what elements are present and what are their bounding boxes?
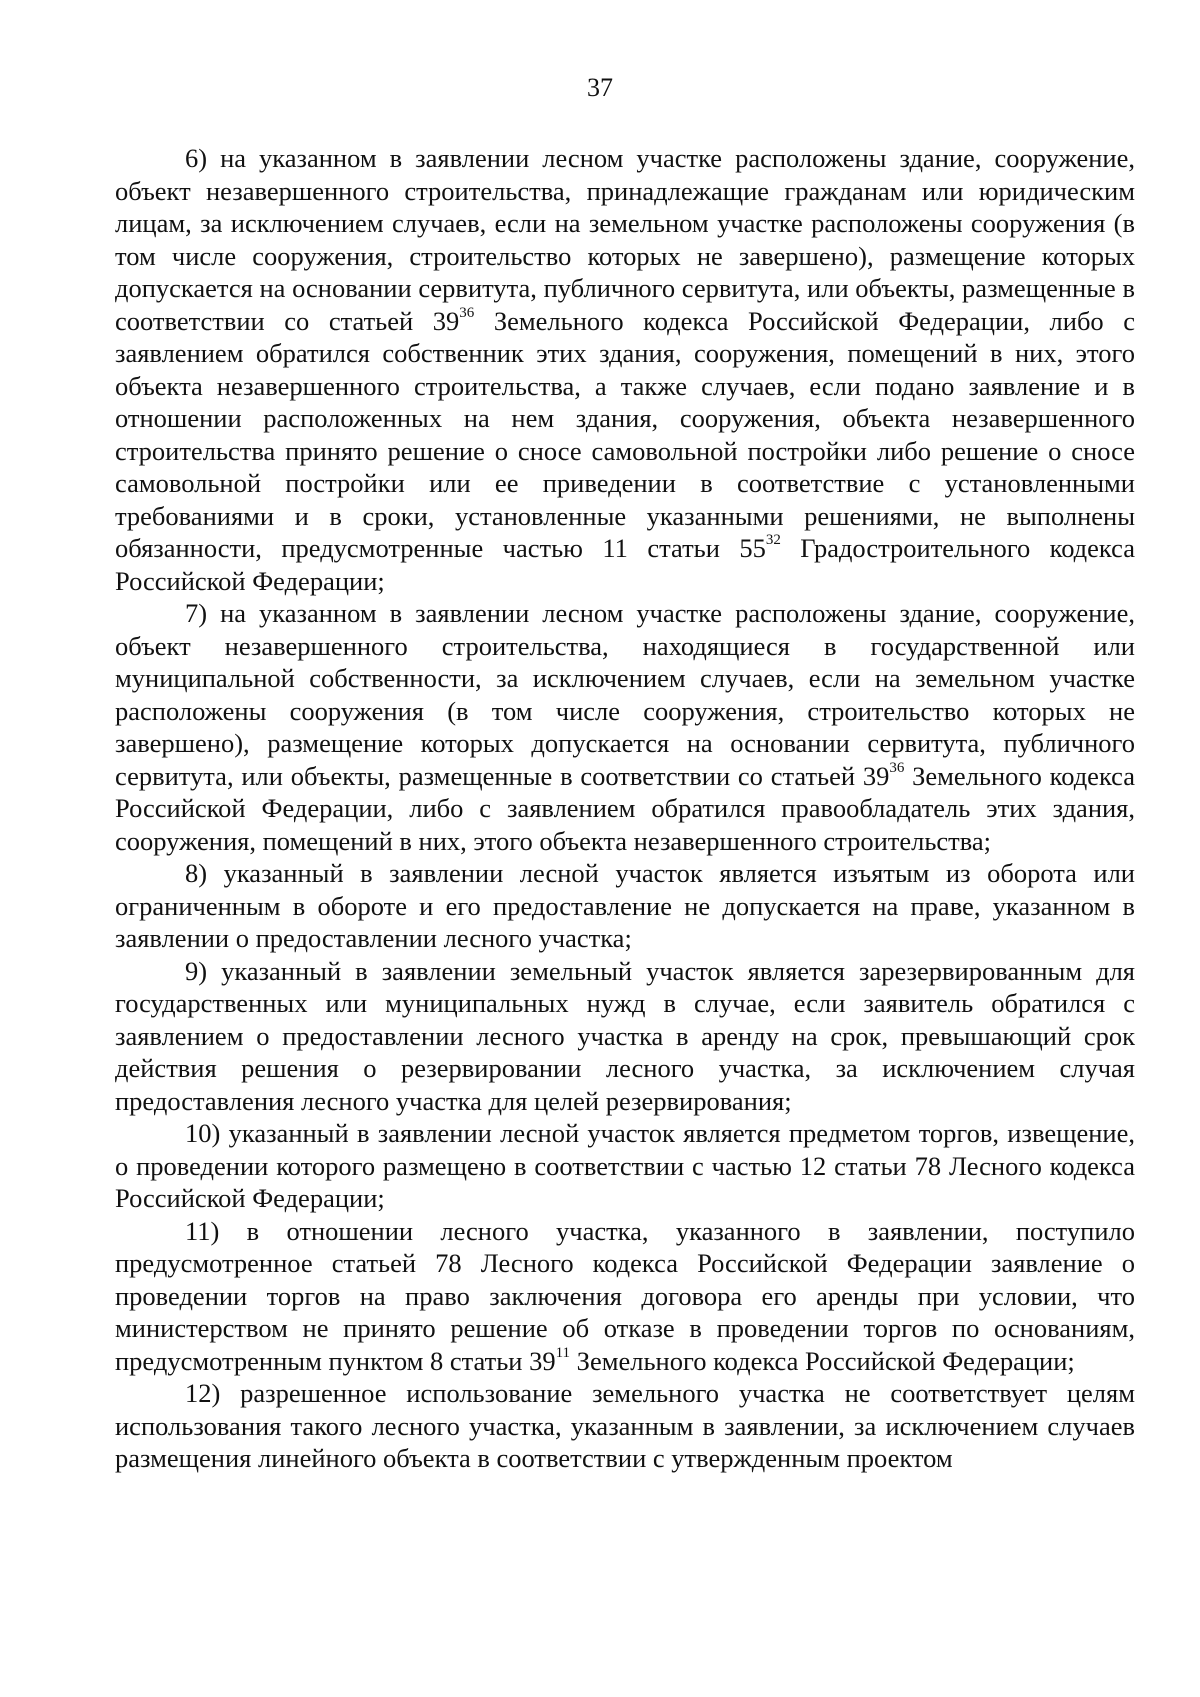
paragraph-text: 9) указанный в заявлении земельный участок является зарезервированным для государственных или муниципальных нужд в случае, если заявитель обратился с заявлением о предоставлении лесного участка в аренду на срок, превышающий срок действия решения о резервировании лесного участка, за исключением случая предоставления лесного участка для целей резервирования;: [115, 955, 1135, 1116]
paragraph-item-11: [115, 1215, 1135, 1378]
paragraph-text: 11) в отношении лесного участка, указанного в заявлении, поступило предусмотренное статьей 78 Лесного кодекса Российской Федерации заявление о проведении торгов на право заключения договора его аренды при условии, что министерством не принято решение об отказе в проведении торгов по основаниям, предусмотренным пунктом 8 статьи 39: [115, 1215, 1135, 1376]
page-number: 37: [587, 73, 613, 102]
superscript-article-number: 32: [765, 532, 781, 549]
paragraph-item-8: [115, 857, 1135, 955]
paragraph-text: Земельного кодекса Российской Федерации;: [570, 1345, 1075, 1376]
paragraph-item-6: [115, 142, 1135, 597]
paragraph-item-12: [115, 1377, 1135, 1475]
paragraph-item-9: [115, 955, 1135, 1118]
paragraph-text: 12) разрешенное использование земельного участка не соответствует целям использования такого лесного участка, указанным в заявлении, за исключением случаев размещения линейного объекта в соответствии с утвержденным проектом: [115, 1378, 1135, 1473]
superscript-article-number: 36: [889, 759, 905, 776]
paragraph-item-10: [115, 1117, 1135, 1215]
paragraph-text: 6) на указанном в заявлении лесном участке расположены здание, сооружение, объект незавершенного строительства, принадлежащие гражданам или юридическим лицам, за исключением случаев, если на земельном участке расположены сооружения (в том числе сооружения, строительство которых не завершено), размещение которых допускается на основании сервитута, публичного сервитута, или объекты, размещенные в соответствии со статьей 39: [115, 143, 1135, 336]
superscript-article-number: 36: [459, 304, 475, 321]
paragraph-text: 7) на указанном в заявлении лесном участке расположены здание, сооружение, объект незавершенного строительства, находящиеся в государственной или муниципальной собственности, за исключением случаев, если на земельном участке расположены сооружения (в том числе сооружения, строительство которых не завершено), размещение которых допускается на основании сервитута, публичного сервитута, или объекты, размещенные в соответствии со статьей 39: [115, 598, 1135, 791]
paragraph-text: 10) указанный в заявлении лесной участок является предметом торгов, извещение, о проведении которого размещено в соответствии с частью 12 статьи 78 Лесного кодекса Российской Федерации;: [115, 1118, 1135, 1213]
document-body: [115, 142, 1135, 1475]
paragraph-text: Градостроительного кодекса Российской Федерации;: [115, 533, 1135, 596]
paragraph-text: 8) указанный в заявлении лесной участок является изъятым из оборота или ограниченным в обороте и его предоставление не допускается на праве, указанном в заявлении о предоставлении лесного участка;: [115, 858, 1135, 953]
paragraph-item-7: [115, 597, 1135, 857]
paragraph-text: Земельного кодекса Российской Федерации, либо с заявлением обратился правообладатель этих здания, сооружения, помещений в них, этого объекта незавершенного строительства;: [115, 760, 1136, 856]
paragraph-text: Земельного кодекса Российской Федерации, либо с заявлением обратился собственник этих здания, сооружения, помещений в них, этого объекта незавершенного строительства, а также случаев, если подано заявление и в отношении расположенных на нем здания, сооружения, объекта незавершенного строительства принято решение о сносе самовольной постройки либо решение о сносе самовольной постройки или ее приведении в соответствие с установленными требованиями и в сроки, установленные указанными решениями, не выполнены обязанности, предусмотренные частью 11 статьи 55: [115, 305, 1135, 563]
superscript-article-number: 11: [555, 1344, 571, 1361]
